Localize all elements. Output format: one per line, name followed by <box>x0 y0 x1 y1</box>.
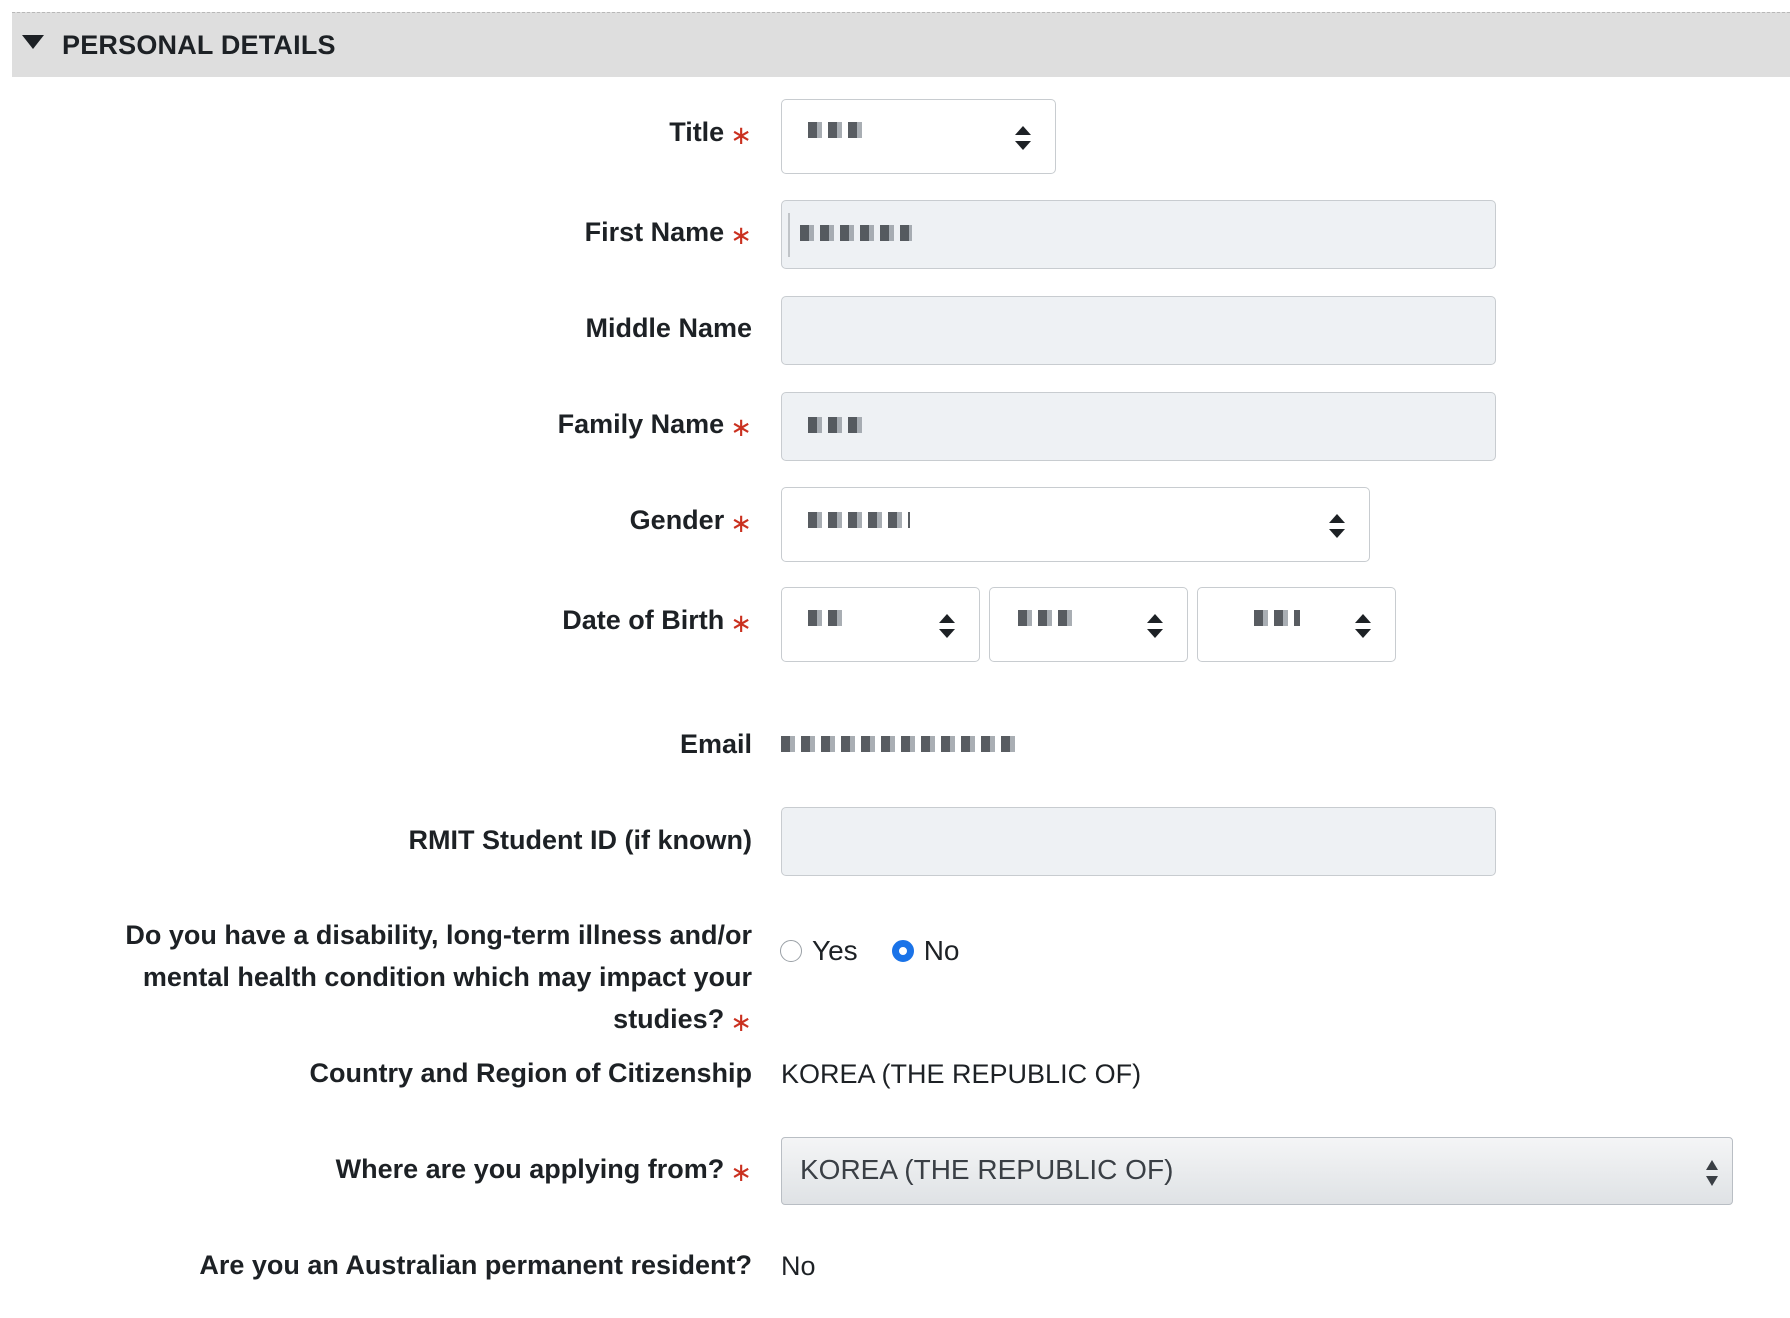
required-icon: ∗ <box>730 1007 752 1037</box>
select-arrows-icon <box>939 614 955 638</box>
disability-no-option[interactable] <box>892 935 960 967</box>
dob-month-select[interactable] <box>989 587 1188 662</box>
disability-question-label: Do you have a disability, long-term illness and/or mental health condition which may impact your studies? ∗ <box>32 914 752 1040</box>
title-label: Title ∗ <box>669 111 752 153</box>
redacted-value <box>808 610 844 626</box>
select-arrows-icon <box>1147 614 1163 638</box>
redacted-value <box>808 512 910 528</box>
first-name-label: First Name ∗ <box>585 211 752 253</box>
date-of-birth-label: Date of Birth ∗ <box>562 599 752 641</box>
radio-yes-label: Yes <box>812 935 858 966</box>
family-name-label: Family Name ∗ <box>558 403 752 445</box>
select-arrows-icon <box>1329 514 1345 538</box>
redacted-value <box>1018 610 1074 626</box>
student-id-label: RMIT Student ID (if known) <box>408 825 752 855</box>
required-icon: ∗ <box>730 508 752 538</box>
applying-from-value: KOREA (THE REPUBLIC OF) <box>800 1154 1174 1185</box>
dob-day-select[interactable] <box>781 587 980 662</box>
disability-radio-group <box>780 935 975 967</box>
applying-from-select[interactable] <box>781 1137 1733 1205</box>
select-arrows-icon <box>1015 126 1031 150</box>
redacted-value <box>808 417 864 433</box>
required-icon: ∗ <box>730 1157 752 1187</box>
title-select[interactable] <box>781 99 1056 174</box>
family-name-input[interactable] <box>781 392 1496 461</box>
radio-checked-icon[interactable] <box>892 940 914 962</box>
permanent-resident-label: Are you an Australian permanent resident? <box>199 1250 752 1280</box>
gender-label: Gender ∗ <box>630 499 752 541</box>
personal-details-header[interactable] <box>12 12 1790 77</box>
select-arrows-icon <box>1706 1160 1718 1186</box>
student-id-input[interactable] <box>781 807 1496 876</box>
citizenship-label: Country and Region of Citizenship <box>309 1058 752 1088</box>
citizenship-value: KOREA (THE REPUBLIC OF) <box>781 1059 1142 1089</box>
dob-year-select[interactable] <box>1197 587 1396 662</box>
section-title: PERSONAL DETAILS <box>62 30 336 60</box>
redacted-value <box>1254 610 1300 626</box>
required-icon: ∗ <box>730 220 752 250</box>
middle-name-label: Middle Name <box>585 313 752 343</box>
redacted-value <box>800 225 912 241</box>
required-icon: ∗ <box>730 412 752 442</box>
text-cursor <box>788 213 790 257</box>
radio-unchecked-icon[interactable] <box>780 940 802 962</box>
first-name-input[interactable] <box>781 200 1496 269</box>
required-icon: ∗ <box>730 608 752 638</box>
select-arrows-icon <box>1355 614 1371 638</box>
email-label: Email <box>679 729 752 759</box>
required-icon: ∗ <box>730 120 752 150</box>
caret-down-icon[interactable] <box>22 35 44 49</box>
radio-no-label: No <box>923 935 960 966</box>
email-value-redacted <box>781 736 1019 752</box>
redacted-value <box>808 122 864 138</box>
middle-name-input[interactable] <box>781 296 1496 365</box>
disability-yes-option[interactable] <box>780 935 858 967</box>
gender-select[interactable] <box>781 487 1370 562</box>
applying-from-label: Where are you applying from? ∗ <box>336 1148 752 1190</box>
permanent-resident-value: No <box>781 1251 816 1281</box>
